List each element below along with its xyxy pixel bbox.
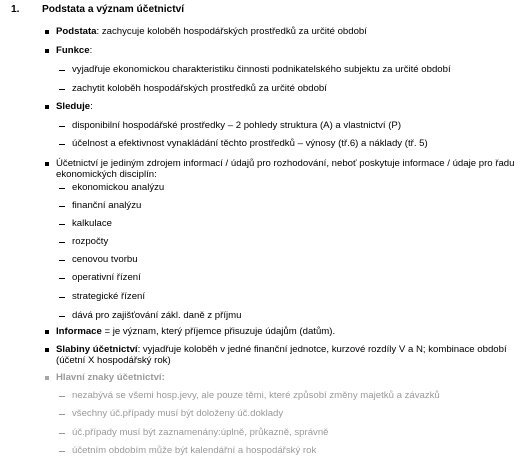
item-text: Účetnictví je jediným zdrojem informací / údajů pro rozhodování, neboť poskytuje informace / údaje pro řadu (56, 158, 515, 169)
section-title: Podstata a význam účetnictví (42, 4, 185, 15)
bullet-item (56, 101, 93, 113)
sub-item (72, 64, 451, 76)
dash-marker (59, 242, 65, 243)
dash-marker (59, 451, 65, 452)
bullet-marker (45, 30, 49, 34)
dash-marker (59, 396, 65, 397)
item-text: účetním obdobím může být kalendářní a hospodářský rok (72, 445, 317, 456)
bullet-marker (45, 162, 49, 166)
bullet-item (56, 45, 92, 57)
dash-marker (59, 126, 65, 127)
item-text: operativní řízení (72, 272, 141, 283)
sub-item (72, 254, 138, 266)
dash-marker (59, 89, 65, 90)
dash-marker (59, 206, 65, 207)
item-text: disponibilní hospodářské prostředky – 2 pohledy struktura (A) a vlastnictví (P) (72, 120, 402, 131)
dash-marker (59, 316, 65, 317)
dash-marker (59, 414, 65, 415)
bullet-item (56, 326, 335, 338)
sub-item (72, 310, 241, 322)
bullet-marker (45, 105, 49, 109)
item-label: Sleduje (56, 101, 91, 112)
item-text: nezabývá se všemi hosp.jevy, ale pouze těmi, které způsobí změny majetků a závazků (72, 390, 440, 401)
bullet-marker (45, 376, 49, 380)
dash-marker (59, 70, 65, 71)
item-text: dává pro zajišťování zákl. daně z příjmu (72, 310, 242, 321)
item-text: : (89, 45, 93, 56)
item-text: finanční analýzu (72, 200, 142, 211)
section-number: 1. (11, 4, 20, 15)
item-text: rozpočty (72, 236, 109, 247)
sub-item (72, 445, 316, 457)
item-label: Informace (56, 326, 102, 337)
item-text: : zachycuje koloběh hospodářských prostředků za určité období (96, 26, 367, 37)
item-text: Hlavní znaky účetnictví: (56, 372, 165, 383)
item-text: kalkulace (72, 218, 112, 229)
sub-item (72, 182, 164, 194)
bullet-marker (45, 348, 49, 352)
dash-marker (59, 278, 65, 279)
sub-item (72, 218, 112, 230)
sub-item (72, 236, 108, 248)
sub-item (72, 120, 401, 132)
item-text: úč.případy musí být zaznamenány:úplně, průkazně, správně (72, 427, 329, 438)
item-text: účelnost a efektivnost vynakládání těchto prostředků – výnosy (tř.6) a náklady (tř. 5) (72, 138, 428, 149)
section-heading (11, 4, 184, 15)
dash-marker (59, 188, 65, 189)
sub-item (72, 138, 428, 150)
bullet-marker (45, 330, 49, 334)
dash-marker (59, 260, 65, 261)
item-label: Funkce (56, 45, 90, 56)
item-text: = je význam, který příjemce přisuzuje údajům (datům). (101, 326, 336, 337)
dash-marker (59, 297, 65, 298)
item-text: strategické řízení (72, 291, 146, 302)
sub-item (72, 272, 141, 284)
bullet-item (56, 372, 165, 384)
item-label: Slabiny účetnictví (56, 344, 138, 355)
item-text: ekonomickou analýzu (72, 182, 165, 193)
dash-marker (59, 144, 65, 145)
item-text: zachytit koloběh hospodářských prostředků za určité období (72, 83, 327, 94)
sub-item (72, 200, 141, 212)
item-text: vyjadřuje ekonomickou charakteristiku činnosti podnikatelského subjektu za určité období (72, 64, 451, 75)
sub-item (72, 427, 329, 439)
item-continuation: ekonomických disciplín: (56, 169, 157, 180)
item-text: : vyjadřuje koloběh v jedné finanční jednotce, kurzové rozdíly V a N; kombinace období (137, 344, 507, 355)
bullet-marker (45, 49, 49, 53)
sub-item (72, 291, 145, 303)
bullet-item (56, 26, 367, 38)
sub-item (72, 390, 440, 402)
item-text: všechny úč.případy musí být doloženy úč.doklady (72, 408, 284, 419)
dash-marker (59, 224, 65, 225)
item-label: Podstata (56, 26, 97, 37)
item-text: : (90, 101, 93, 112)
sub-item (72, 408, 283, 420)
item-continuation: (účetní X hospodářský rok) (56, 355, 171, 366)
sub-item (72, 83, 327, 95)
item-text: cenovou tvorbu (72, 254, 138, 265)
